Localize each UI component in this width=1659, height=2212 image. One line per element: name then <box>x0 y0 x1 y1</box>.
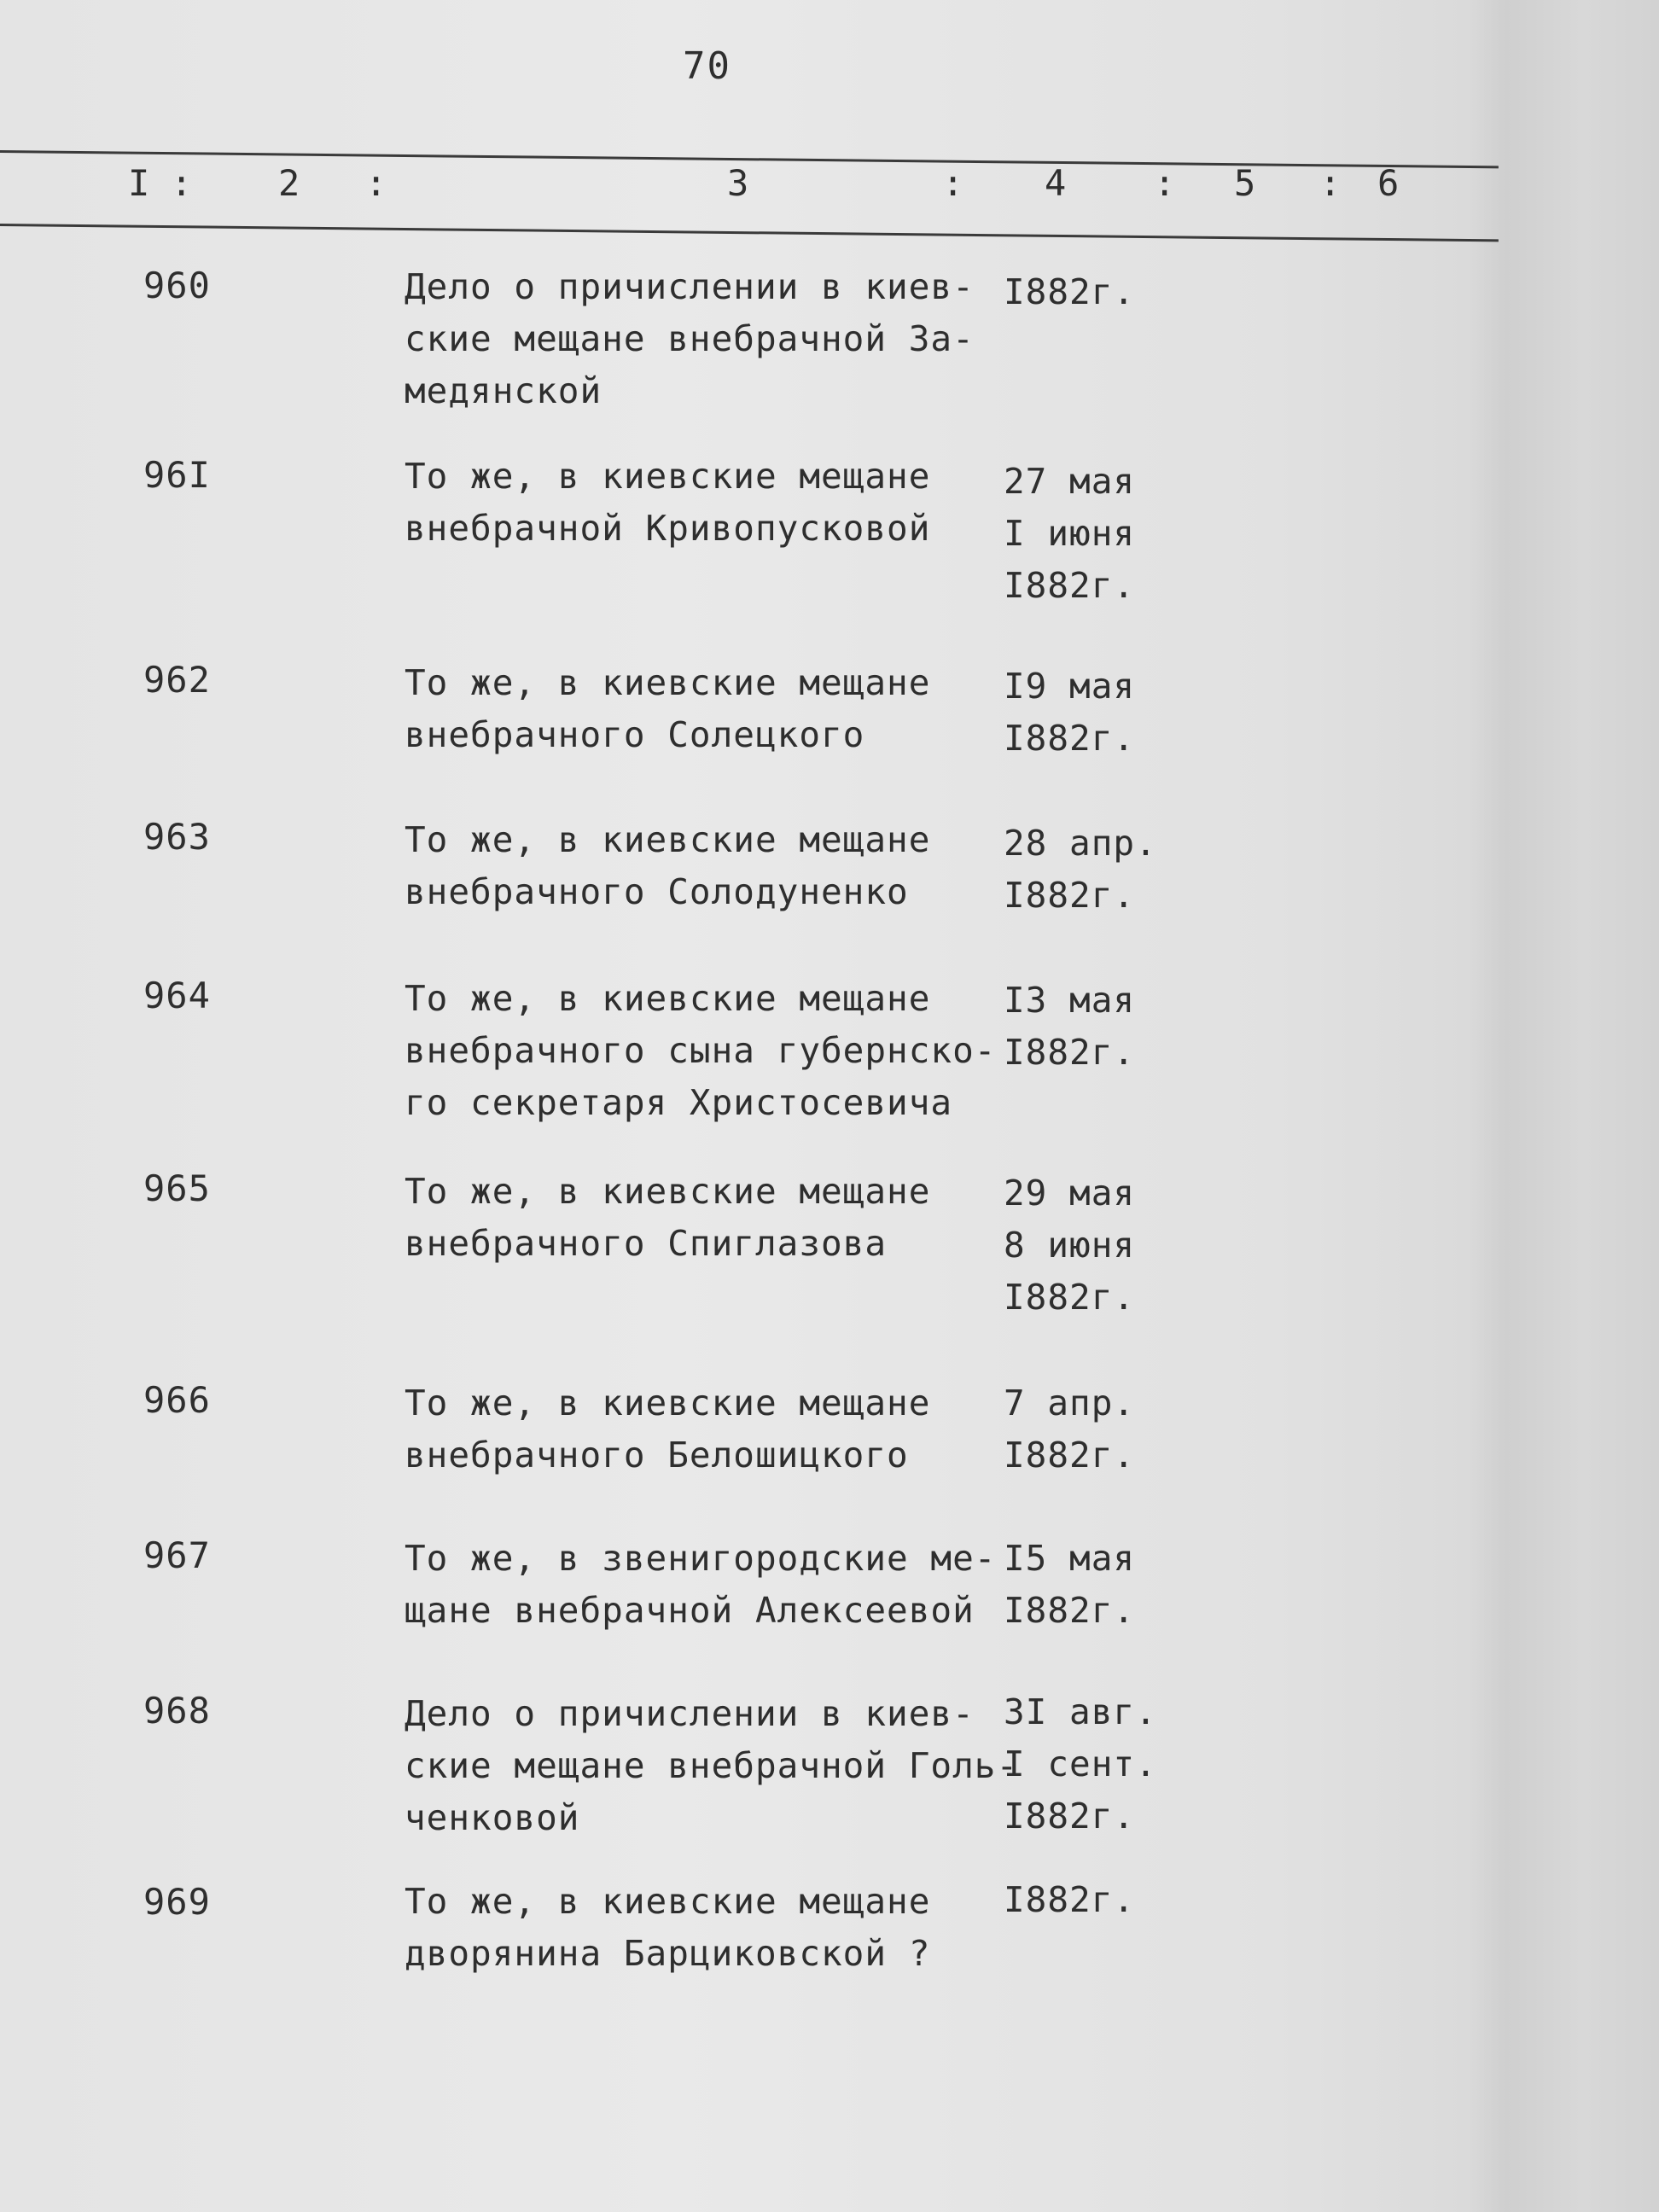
row-title: То же, в киевские мещане внебрачного сына губернско- го секретаря Христосевича <box>405 978 997 1123</box>
row-title: Дело о причислении в киев- ские мещане внебрачной За- медянской <box>405 266 975 411</box>
row-number: 966 <box>143 1379 211 1421</box>
row-title: То же, в звенигородские ме- щане внебрачной Алексеевой <box>405 1538 997 1631</box>
row-number: 962 <box>143 659 211 701</box>
row-date: I9 мая I882г. <box>1004 666 1136 759</box>
row-date: 28 апр. I882г. <box>1004 823 1157 916</box>
row-title: Дело о причислении в киев- ские мещане внебрачной Голь- ченковой <box>405 1693 1019 1838</box>
row-date: I3 мая I882г. <box>1004 980 1136 1073</box>
header-separator: : <box>942 162 964 204</box>
row-title: То же, в киевские мещане внебрачного Солецкого <box>405 662 931 755</box>
header-separator: : <box>171 162 193 204</box>
row-number: 960 <box>143 265 211 306</box>
row-date: 7 апр. I882г. <box>1004 1382 1136 1476</box>
header-col-1: I <box>128 162 150 204</box>
row-date: 29 мая 8 июня I882г. <box>1004 1173 1136 1318</box>
row-number: 968 <box>143 1690 211 1732</box>
header-separator: : <box>1154 162 1176 204</box>
row-date: I5 мая I882г. <box>1004 1538 1136 1631</box>
row-title: То же, в киевские мещане дворянина Барциковской ? <box>405 1881 931 1974</box>
row-number: 96I <box>143 454 211 496</box>
row-date: 27 мая I июня I882г. <box>1004 461 1136 606</box>
row-number: 965 <box>143 1167 211 1209</box>
row-title: То же, в киевские мещане внебрачного Белошицкого <box>405 1382 931 1476</box>
page-number: 70 <box>683 44 731 88</box>
row-number: 967 <box>143 1534 211 1576</box>
header-col-4: 4 <box>1045 162 1067 204</box>
row-date: I882г. <box>1004 271 1136 312</box>
row-number: 963 <box>143 816 211 858</box>
binding-shadow <box>1468 0 1659 2212</box>
header-col-3: 3 <box>727 162 749 204</box>
row-title: То же, в киевские мещане внебрачного Солодуненко <box>405 819 931 912</box>
row-title: То же, в киевские мещане внебрачной Кривопусковой <box>405 456 931 549</box>
row-date: I882г. <box>1004 1879 1136 1920</box>
header-separator: : <box>1319 162 1342 204</box>
row-number: 969 <box>143 1881 211 1923</box>
row-date: 3I авг. I сент. I882г. <box>1004 1691 1157 1837</box>
header-separator: : <box>365 162 387 204</box>
row-number: 964 <box>143 975 211 1016</box>
row-title: То же, в киевские мещане внебрачного Спиглазова <box>405 1171 931 1264</box>
header-col-2: 2 <box>278 162 300 204</box>
header-col-6: 6 <box>1377 162 1400 204</box>
header-col-5: 5 <box>1234 162 1256 204</box>
